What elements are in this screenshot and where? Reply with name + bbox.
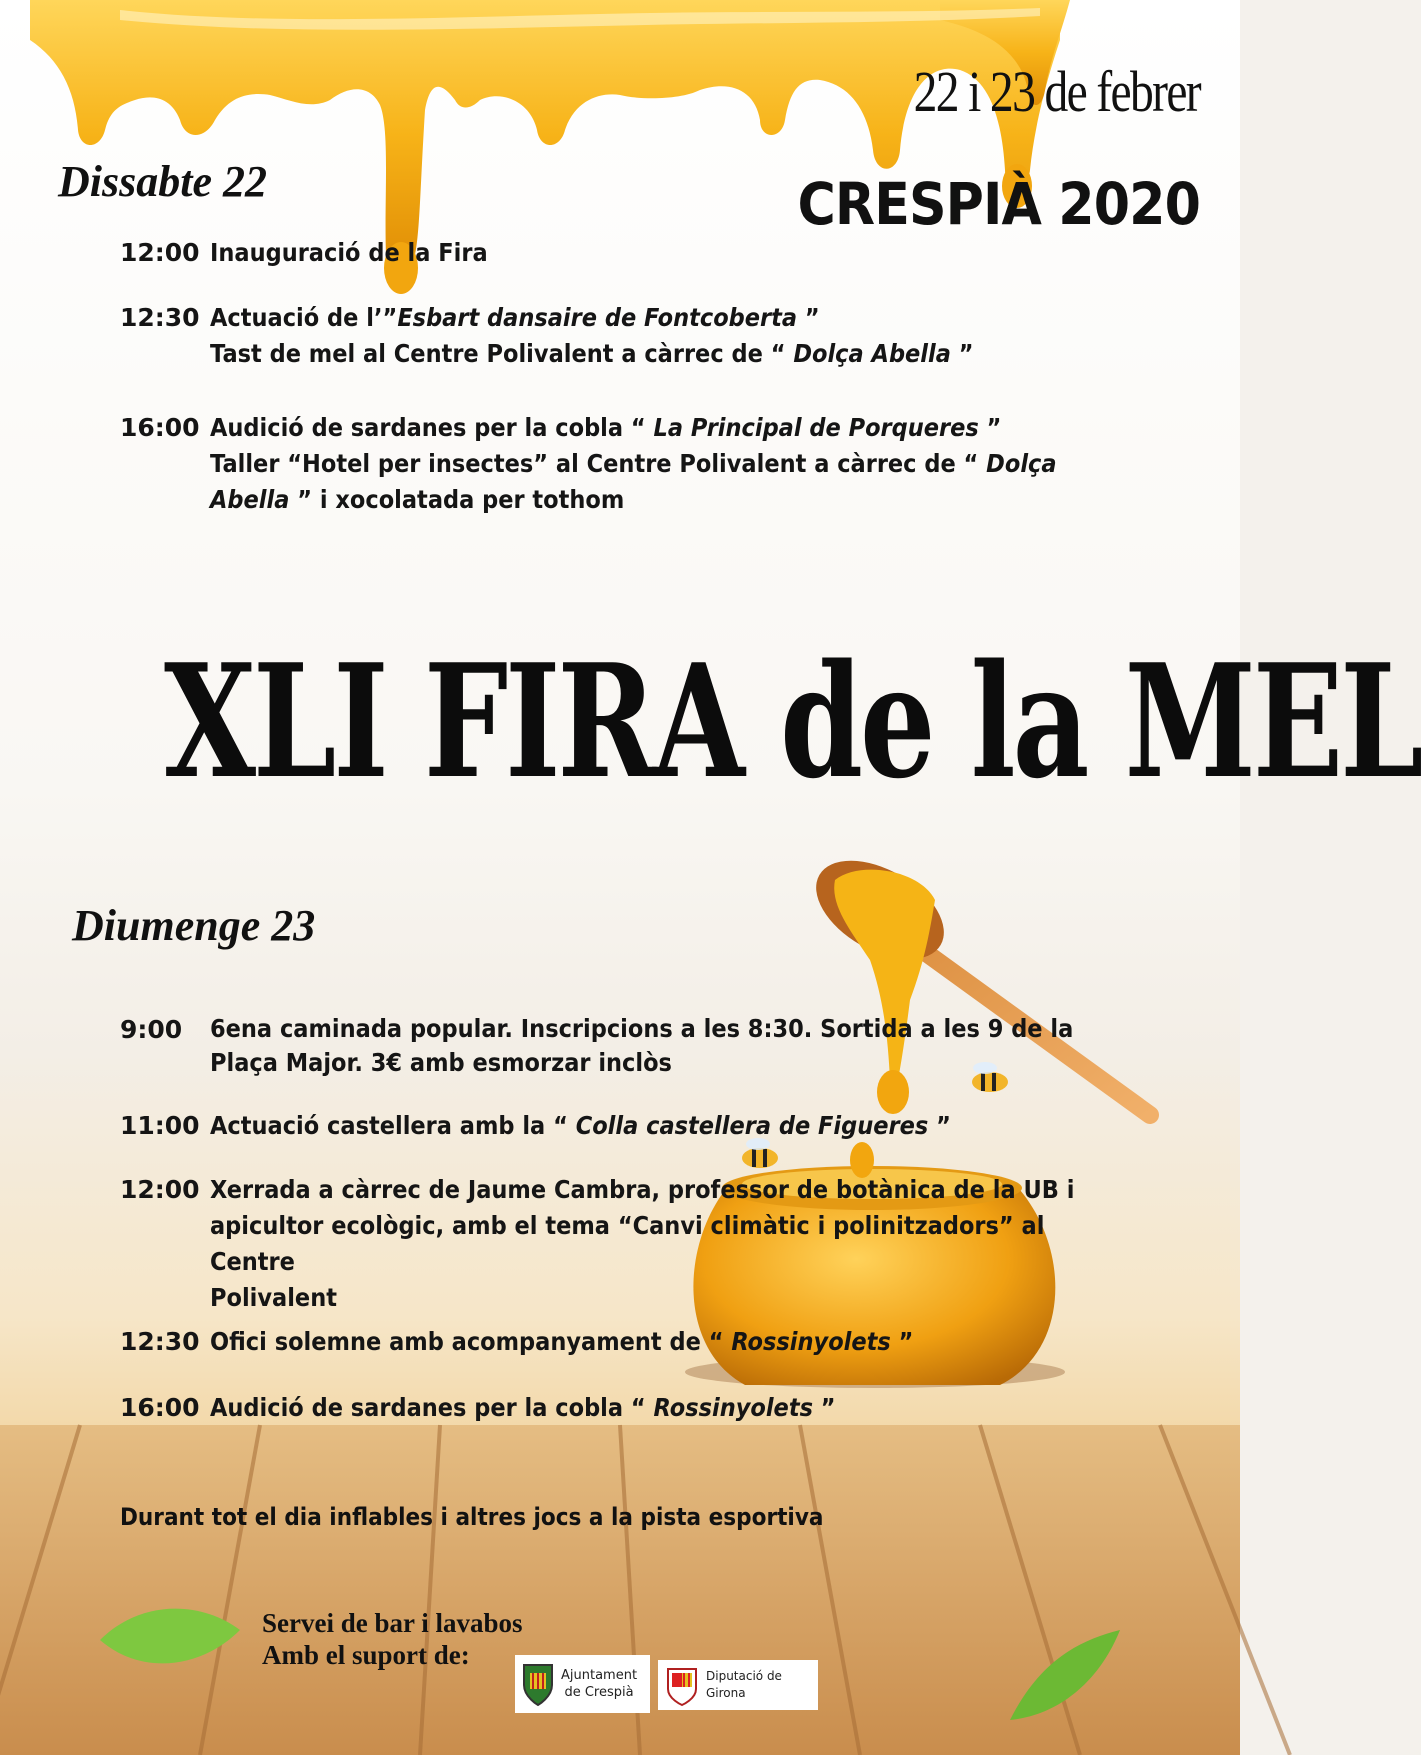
- event-time: 16:00: [120, 1393, 200, 1422]
- event-highlight: La Principal de Porqueres: [653, 413, 979, 442]
- ajuntament-crespia-logo: [515, 1655, 650, 1713]
- event-highlight: Dolça Abella: [793, 339, 951, 368]
- event-line: [210, 300, 1110, 336]
- all-day-note: Durant tot el dia inflables i altres jocs a la pista esportiva: [120, 1503, 824, 1531]
- event-text: Audició de sardanes per la cobla: [210, 413, 631, 442]
- saturday-heading: Dissabte 22: [58, 157, 267, 206]
- saturday-event-1230: [120, 300, 1140, 372]
- event-quote: ”: [978, 413, 1002, 442]
- logo-text: Ajuntament: [561, 1668, 638, 1683]
- event-time: 12:00: [120, 1175, 200, 1204]
- fair-title: XLI FIRA de la MEL: [164, 630, 1421, 813]
- crespia-shield-icon: [521, 1661, 555, 1707]
- event-highlight: Rossinyolets: [731, 1327, 891, 1356]
- logo-text: de Crespià: [564, 1685, 634, 1700]
- event-quote: “: [630, 413, 654, 442]
- event-quote: “: [708, 1327, 732, 1356]
- event-highlight: Esbart dansaire de Fontcoberta: [397, 303, 798, 332]
- event-text: Inauguració de la Fira: [210, 238, 488, 267]
- event-time: 9:00: [120, 1015, 183, 1044]
- event-highlight: Abella: [210, 485, 290, 514]
- event-quote: “: [963, 449, 987, 478]
- event-time: 12:30: [120, 303, 200, 332]
- girona-emblem-icon: [664, 1663, 700, 1707]
- event-time: 12:30: [120, 1327, 200, 1356]
- event-line: Plaça Major. 3€ amb esmorzar inclòs: [210, 1048, 672, 1077]
- sunday-event-0900: [120, 1012, 1140, 1080]
- event-place-year: CRESPIÀ 2020: [797, 170, 1200, 238]
- event-line: Polivalent: [210, 1283, 337, 1312]
- event-line: apicultor ecològic, amb el tema “Canvi climàtic i polinitzadors” al Centre: [210, 1211, 1045, 1276]
- event-text: ” i xocolatada per tothom: [289, 485, 625, 514]
- event-text: Actuació de l’: [210, 303, 383, 332]
- support-text: Amb el suport de:: [262, 1640, 470, 1670]
- event-quote: ”: [890, 1327, 914, 1356]
- event-text: Ofici solemne amb acompanyament de: [210, 1327, 709, 1356]
- event-text: Taller “Hotel per insectes” al Centre Polivalent a càrrec de: [210, 449, 964, 478]
- event-time: 12:00: [120, 238, 200, 267]
- event-line: [210, 336, 1110, 372]
- event-quote: ”: [812, 1393, 836, 1422]
- event-time: 16:00: [120, 413, 200, 442]
- saturday-event-1600: [120, 410, 1140, 518]
- event-highlight: Rossinyolets: [653, 1393, 813, 1422]
- sunday-event-1600: [120, 1390, 1140, 1426]
- event-line: [210, 482, 1110, 518]
- event-text: Audició de sardanes per la cobla: [210, 1393, 631, 1422]
- event-line: 6ena caminada popular. Inscripcions a les 8:30. Sortida a les 9 de la: [210, 1014, 1074, 1043]
- sunday-event-1200: [120, 1172, 1140, 1316]
- event-quote: ”: [950, 339, 974, 368]
- saturday-event-1200: [120, 235, 1140, 271]
- event-quote: ”: [928, 1111, 951, 1140]
- event-line: Xerrada a càrrec de Jaume Cambra, professor de botànica de la UB i: [210, 1175, 1075, 1204]
- sunday-event-1230: [120, 1324, 1140, 1360]
- event-time: 11:00: [120, 1111, 200, 1140]
- event-quote: ”: [382, 303, 398, 332]
- event-quote: ”: [797, 303, 820, 332]
- event-quote: “: [630, 1393, 654, 1422]
- event-highlight: Colla castellera de Figueres: [575, 1111, 929, 1140]
- diputacio-girona-logo: [658, 1660, 818, 1710]
- logo-text: Diputació de Girona: [706, 1669, 782, 1700]
- event-highlight: Dolça: [986, 449, 1057, 478]
- sunday-heading: Diumenge 23: [72, 901, 316, 950]
- event-line: [210, 446, 1110, 482]
- event-text: Tast de mel al Centre Polivalent a càrrec de: [210, 339, 771, 368]
- event-line: [210, 410, 1110, 446]
- sunday-event-1100: [120, 1108, 1140, 1144]
- event-dates: 22 i 23 de febrer: [913, 59, 1200, 124]
- services-text: Servei de bar i lavabos: [262, 1608, 523, 1638]
- event-quote: “: [553, 1111, 576, 1140]
- event-text: Actuació castellera amb la: [210, 1111, 554, 1140]
- event-quote: “: [770, 339, 794, 368]
